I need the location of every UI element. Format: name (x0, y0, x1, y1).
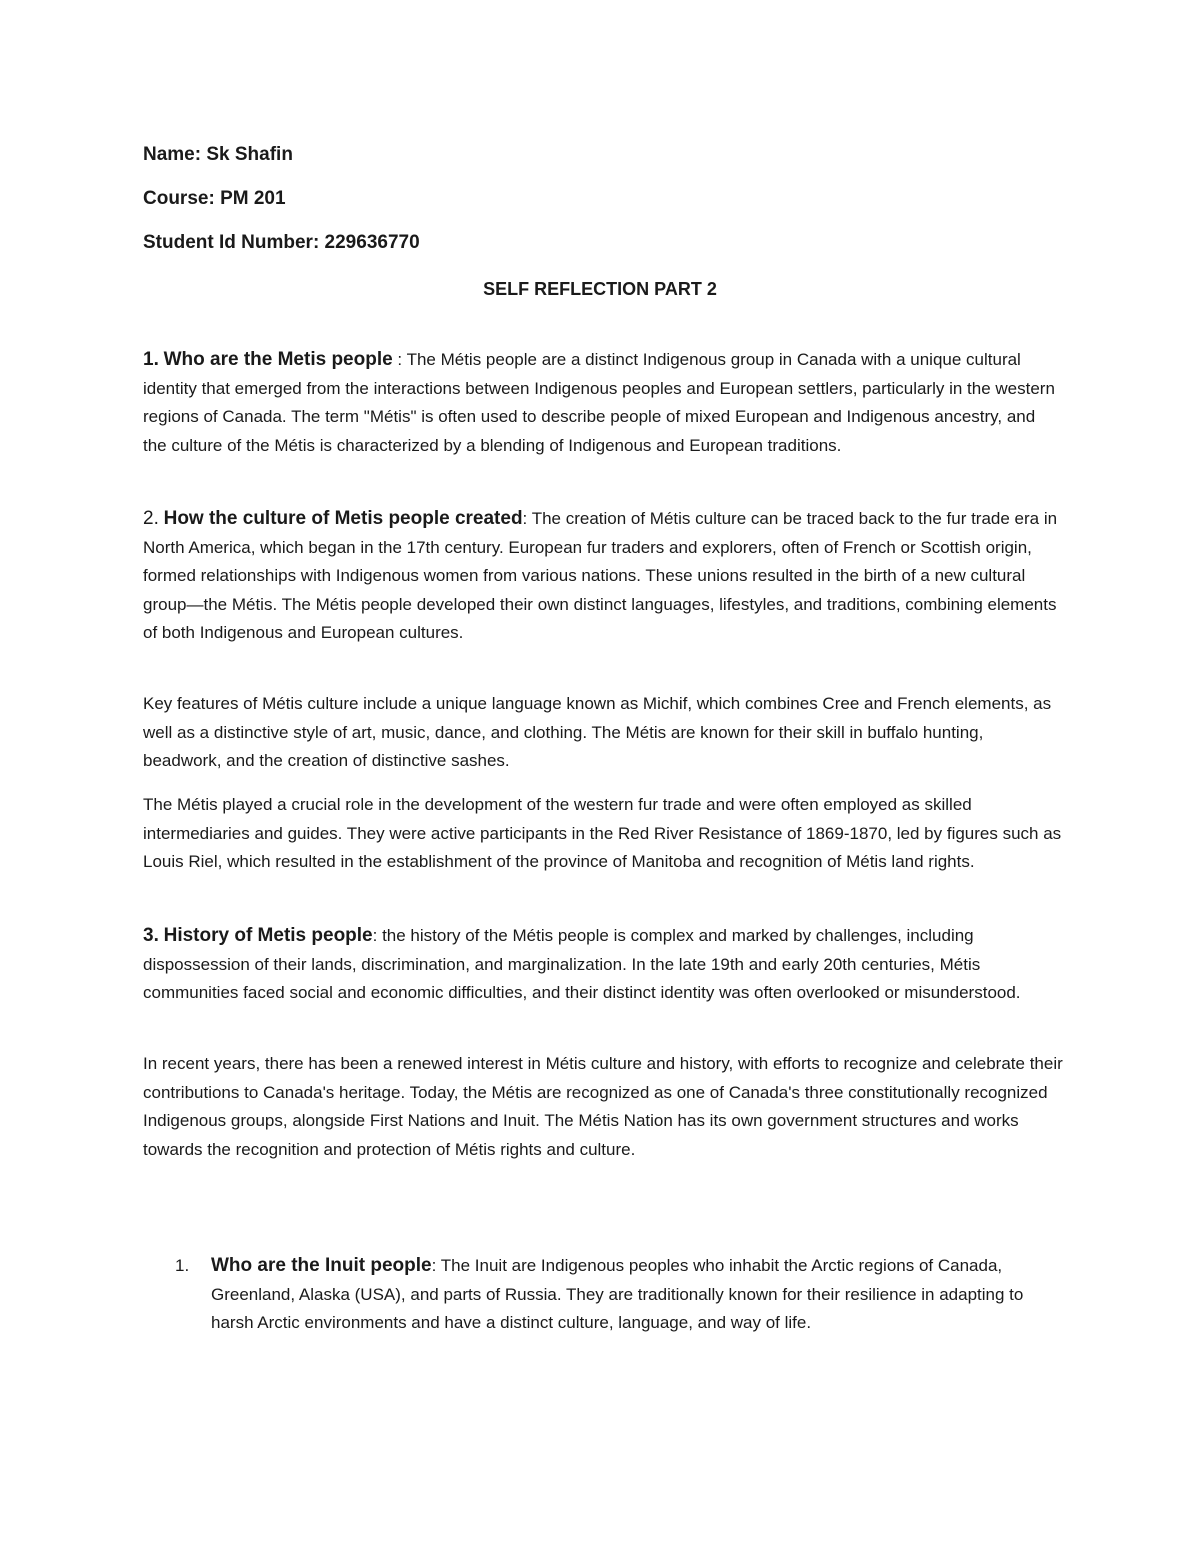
section-1-heading: Who are the Metis people (163, 349, 393, 370)
section-2-paragraph (143, 505, 1063, 648)
metis-role-paragraph: The Métis played a crucial role in the development of the western fur trade and were often employed as skilled intermediaries and guides. They were active participants in the Red River Resistance of 1869-1870, led by figures such as Louis Riel, which resulted in the establishment of the province of Manitoba and recognition of Métis land rights. (143, 795, 1062, 872)
section-2-number: 2. (143, 508, 159, 529)
inuit-list-item (143, 1252, 1043, 1338)
section-3-text: the history of the Métis people is complex and marked by challenges, including dispossession of their lands, discrimination, and marginalization. In the late 19th and early 20th centuries, Métis communities faced social and economic difficulties, and their distinct identity was often overlooked or misunderstood. (143, 926, 1021, 1003)
student-name: Name: Sk Shafin (143, 144, 293, 165)
section-3-number: 3. (143, 925, 159, 946)
course: Course: PM 201 (143, 188, 286, 209)
section-3-paragraph (143, 922, 1063, 1008)
section-1-separator: : (392, 350, 407, 369)
inuit-text: The Inuit are Indigenous peoples who inhabit the Arctic regions of Canada, Greenland, Alaska (USA), and parts of Russia. They are traditionally known for their resilience in adapting to harsh Arctic environments and have a distinct culture, language, and way of life. (211, 1256, 1024, 1333)
recent-years-paragraph: In recent years, there has been a renewed interest in Métis culture and history, with efforts to recognize and celebrate their contributions to Canada's heritage. Today, the Métis are recognized as one of Canada's three constitutionally recognized Indigenous groups, alongside First Nations and Inuit. The Métis Nation has its own government structures and works towards the recognition and protection of Métis rights and culture. (143, 1054, 1063, 1159)
section-1-number: 1. (143, 349, 159, 370)
section-2-text: The creation of Métis culture can be traced back to the fur trade era in North America, which began in the 17th century. European fur traders and explorers, often of French or Scottish origin, formed relationships with Indigenous women from various nations. These unions resulted in the birth of a new cultural group—the Métis. The Métis people developed their own distinct languages, lifestyles, and traditions, combining elements of both Indigenous and European cultures. (143, 509, 1058, 643)
section-3-separator: : (372, 926, 383, 945)
section-1-paragraph (143, 346, 1063, 460)
key-features-paragraph: Key features of Métis culture include a unique language known as Michif, which combines Cree and French elements, as well as a distinctive style of art, music, dance, and clothing. The Métis are known for their skill in buffalo hunting, beadwork, and the creation of distinctive sashes. (143, 694, 1052, 771)
inuit-list-body (211, 1252, 1043, 1338)
section-2-separator: : (522, 509, 532, 528)
section-1-text: The Métis people are a distinct Indigenous group in Canada with a unique cultural identity that emerged from the interactions between Indigenous peoples and European settlers, particularly in the western regions of Canada. The term "Métis" is often used to describe people of mixed European and Indigenous ancestry, and the culture of the Métis is characterized by a blending of Indigenous and European traditions. (143, 350, 1055, 455)
inuit-heading: Who are the Inuit people (211, 1255, 432, 1276)
student-id: Student Id Number: 229636770 (143, 232, 420, 253)
section-3-heading: History of Metis people (163, 925, 373, 946)
inuit-separator: : (431, 1256, 441, 1275)
inuit-list-number: 1. (175, 1256, 190, 1275)
document-title: SELF REFLECTION PART 2 (483, 279, 717, 299)
section-2-heading: How the culture of Metis people created (163, 508, 523, 529)
